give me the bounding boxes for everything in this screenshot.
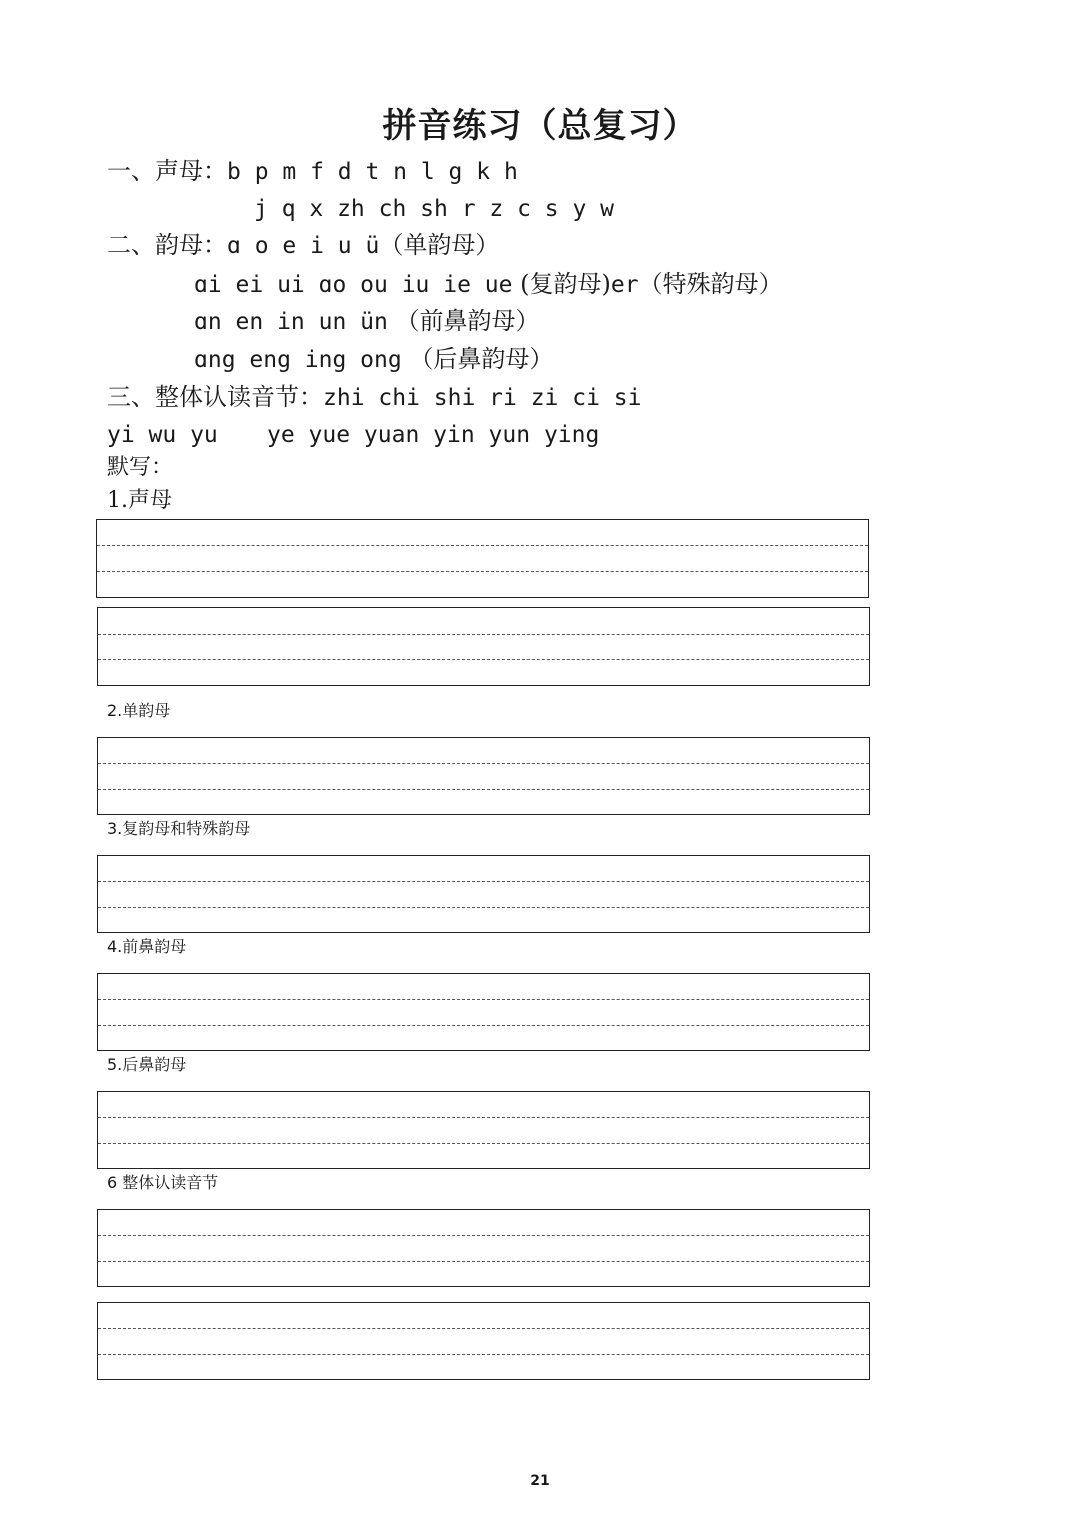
guide-line [97, 571, 868, 572]
guide-line [98, 1328, 869, 1329]
guide-line [98, 1117, 869, 1118]
dictation-heading: 默写： [107, 455, 174, 480]
front-nasal-finals: ɑn en in un ün [194, 309, 388, 335]
writing-box-front-nasal[interactable] [97, 973, 870, 1051]
compound-finals-tag: (复韵母) [520, 270, 611, 298]
front-nasal-line [194, 304, 540, 339]
special-final-tag: （特殊韵母） [638, 270, 783, 298]
guide-line [98, 1354, 869, 1355]
whole-syllables-row-2b: ye yue yuan yin yun ying [267, 422, 600, 448]
back-nasal-tag: （后鼻韵母） [409, 345, 554, 373]
initials-row-2: j q x zh ch sh r z c s y w [254, 196, 615, 222]
guide-line [98, 1261, 869, 1262]
guide-line [98, 907, 869, 908]
page-number: 21 [530, 1473, 550, 1489]
dictation-label-whole-syllables: 6 整体认读音节 [107, 1173, 219, 1192]
initials-line-1 [107, 154, 518, 189]
initials-prefix: 一、声母： [107, 157, 227, 185]
guide-line [98, 634, 869, 635]
whole-syllables-line-1 [107, 380, 642, 415]
dictation-label-initials: 1.声母 [107, 488, 172, 513]
dictation-label-front-nasal: 4.前鼻韵母 [107, 937, 187, 956]
guide-line [98, 659, 869, 660]
writing-box-compound-finals[interactable] [97, 855, 870, 933]
writing-box-simple-finals[interactable] [97, 737, 870, 815]
whole-syllables-prefix: 三、整体认读音节： [107, 383, 323, 411]
writing-box-whole-syllables-1[interactable] [97, 1209, 870, 1287]
page-title: 拼音练习（总复习） [382, 106, 698, 146]
initials-row-1: b p m f d t n l g k h [227, 159, 518, 185]
guide-line [98, 881, 869, 882]
finals-prefix: 二、韵母： [107, 231, 227, 259]
finals-line-1 [107, 228, 499, 263]
back-nasal-finals: ɑng eng ing ong [194, 347, 402, 373]
whole-syllables-row-2a: yi wu yu [107, 422, 218, 448]
front-nasal-tag: （前鼻韵母） [395, 307, 540, 335]
guide-line [98, 1025, 869, 1026]
simple-finals: ɑ o e i u ü [227, 233, 380, 259]
special-final: er [610, 272, 639, 298]
guide-line [98, 999, 869, 1000]
guide-line [98, 763, 869, 764]
writing-box-back-nasal[interactable] [97, 1091, 870, 1169]
writing-box-initials-1[interactable] [96, 519, 869, 598]
guide-line [97, 545, 868, 546]
whole-syllables-row-1: zhi chi shi ri zi ci si [323, 385, 642, 411]
compound-finals: ɑi ei ui ɑo ou iu ie ue [194, 272, 513, 298]
guide-line [98, 1235, 869, 1236]
compound-finals-line [194, 267, 783, 302]
dictation-label-simple-finals: 2.单韵母 [107, 701, 171, 720]
dictation-label-back-nasal: 5.后鼻韵母 [107, 1055, 187, 1074]
writing-box-initials-2[interactable] [97, 607, 870, 686]
back-nasal-line [194, 342, 553, 377]
writing-box-whole-syllables-2[interactable] [97, 1302, 870, 1380]
dictation-label-compound-finals: 3.复韵母和特殊韵母 [107, 819, 251, 838]
guide-line [98, 1143, 869, 1144]
simple-finals-tag: （单韵母） [379, 231, 500, 259]
guide-line [98, 789, 869, 790]
